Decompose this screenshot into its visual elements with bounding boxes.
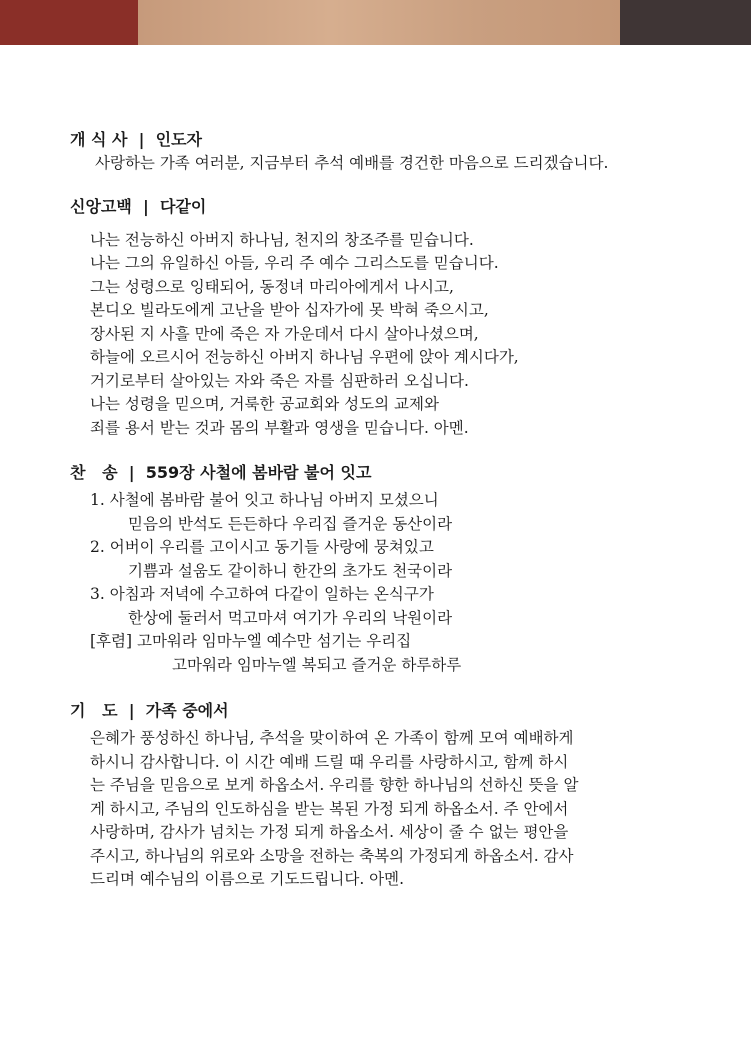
hymn-refrain-line: [후렴] 고마워라 임마누엘 예수만 섬기는 우리집	[90, 632, 412, 650]
prayer-line: 게 하시고, 주님의 인도하심을 받는 복된 가정 되게 하옵소서. 주 안에서	[90, 799, 569, 818]
opening-heading: 개 식 사 | 인도자	[70, 130, 203, 149]
header-band-left	[0, 0, 138, 45]
prayer-line: 는 주님을 믿음으로 보게 하옵소서. 우리를 향한 하나님의 선하신 뜻을 알	[90, 776, 579, 794]
opening-text: 사랑하는 가족 여러분, 지금부터 추석 예배를 경건한 마음으로 드리겠습니다.	[95, 154, 609, 172]
opening-section	[70, 128, 710, 176]
creed-line: 나는 전능하신 아버지 하나님, 천지의 창조주를 믿습니다.	[90, 230, 474, 249]
creed-line: 그는 성령으로 잉태되어, 동정녀 마리아에게서 나시고,	[90, 277, 454, 296]
hymn-verse-line: 믿음의 반석도 든든하다 우리집 즐거운 동산이라	[128, 514, 453, 533]
hymn-verse-line: 한상에 둘러서 먹고마셔 여기가 우리의 낙원이라	[128, 608, 453, 627]
prayer-line: 주시고, 하나님의 위로와 소망을 전하는 축복의 가정되게 하옵소서. 감사	[90, 846, 574, 865]
hymn-verse-line: 2. 어버이 우리를 고이시고 동기들 사랑에 뭉쳐있고	[90, 538, 434, 556]
hymn-refrain-line: 고마워라 임마누엘 복되고 즐거운 하루하루	[172, 655, 462, 674]
prayer-line: 은혜가 풍성하신 하나님, 추석을 맞이하여 온 가족이 함께 모여 예배하게	[90, 729, 574, 747]
creed-heading: 신앙고백 | 다같이	[70, 196, 207, 216]
creed-line: 하늘에 오르시어 전능하신 아버지 하나님 우편에 앉아 계시다가,	[90, 348, 519, 366]
hymn-verse-line: 기쁨과 설움도 같이하니 한간의 초가도 천국이라	[128, 561, 453, 580]
hymn-section	[70, 461, 710, 677]
creed-line: 거기로부터 살아있는 자와 죽은 자를 심판하러 오십니다.	[90, 371, 469, 390]
hymn-verse-line: 3. 아침과 저녁에 수고하여 다같이 일하는 온식구가	[90, 585, 434, 603]
hymn-heading: 찬 송 | 559장 사철에 봄바람 불어 잇고	[70, 463, 372, 482]
prayer-line: 하시니 감사합니다. 이 시간 예배 드릴 때 우리를 사랑하시고, 함께 하시	[90, 752, 569, 771]
creed-line: 나는 성령을 믿으며, 거룩한 공교회와 성도의 교제와	[90, 395, 439, 413]
creed-body	[70, 229, 710, 441]
creed-line: 본디오 빌라도에게 고난을 받아 십자가에 못 박혀 죽으시고,	[90, 301, 489, 319]
hymn-verse-line: 1. 사철에 봄바람 불어 잇고 하나님 아버지 모셨으니	[90, 491, 439, 509]
header-band	[0, 0, 751, 45]
prayer-section	[70, 699, 710, 892]
hymn-body	[70, 489, 710, 677]
prayer-line: 드리며 예수님의 이름으로 기도드립니다. 아멘.	[90, 870, 405, 888]
prayer-line: 사랑하며, 감사가 넘치는 가정 되게 하옵소서. 세상이 줄 수 없는 평안을	[90, 823, 569, 841]
creed-line: 장사된 지 사흘 만에 죽은 자 가운데서 다시 살아나셨으며,	[90, 324, 479, 343]
worship-order	[70, 128, 710, 892]
prayer-body	[70, 727, 692, 892]
header-band-middle	[138, 0, 620, 45]
prayer-heading: 기 도 | 가족 중에서	[70, 701, 229, 720]
creed-line: 죄를 용서 받는 것과 몸의 부활과 영생을 믿습니다. 아멘.	[90, 418, 469, 437]
creed-line: 나는 그의 유일하신 아들, 우리 주 예수 그리스도를 믿습니다.	[90, 254, 499, 272]
creed-section	[70, 195, 710, 441]
header-band-right	[620, 0, 751, 45]
